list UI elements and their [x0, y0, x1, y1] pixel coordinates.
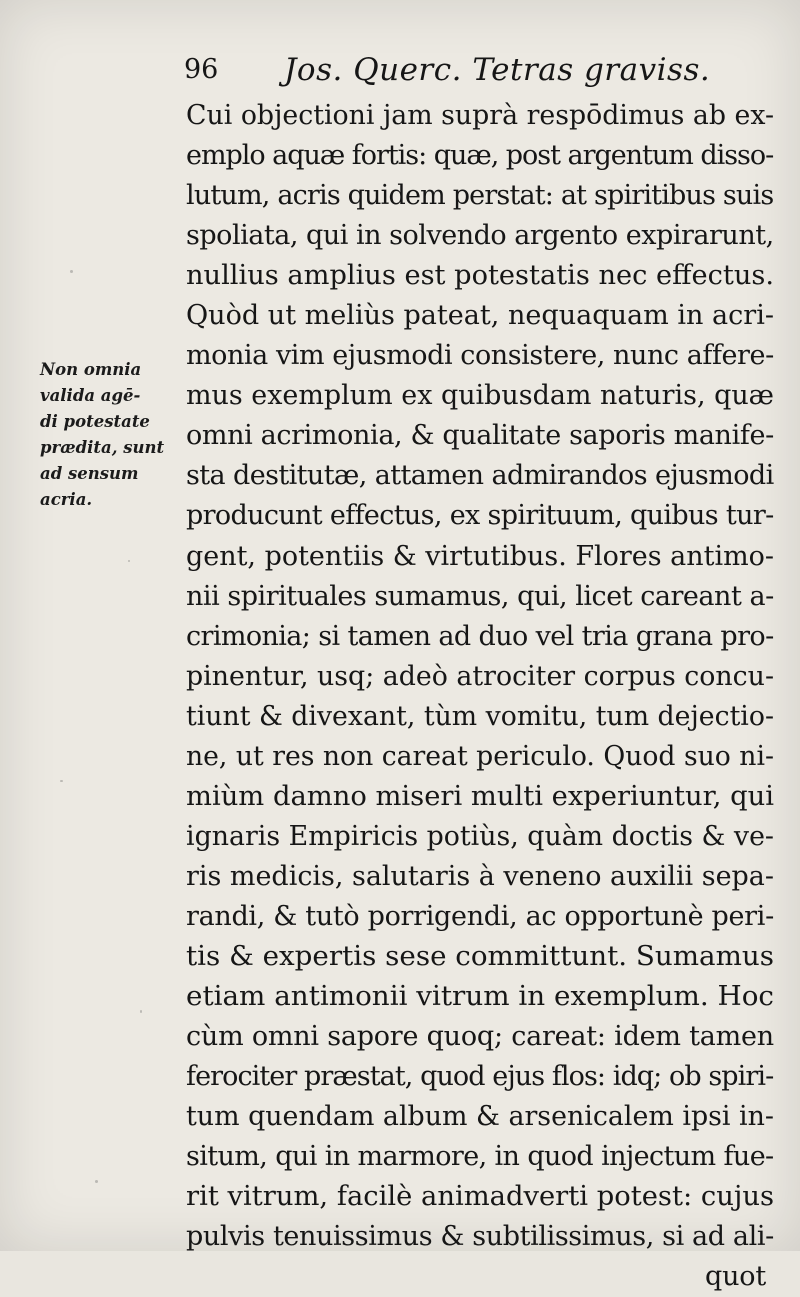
- text-line: mus exemplum ex quibusdam naturis, quæ: [186, 380, 774, 412]
- text-line: nullius amplius est potestatis nec effectus.: [186, 260, 774, 292]
- text-line: monia vim ejusmodi consistere, nunc affere-: [186, 340, 774, 372]
- text-line: tis & expertis sese committunt. Sumamus: [186, 940, 774, 972]
- text-line: miùm damno miseri multi experiuntur, qui: [186, 780, 774, 812]
- marginal-note-line: prædita, sunt: [40, 438, 165, 457]
- text-line: etiam antimonii vitrum in exemplum. Hoc: [186, 981, 774, 1013]
- text-line: pulvis tenuissimus & subtilissimus, si ad ali-: [186, 1221, 774, 1253]
- running-head: [184, 48, 711, 92]
- text-line: randi, & tutò porrigendi, ac opportunè peri-: [186, 900, 774, 932]
- paper-speck: [140, 1010, 142, 1013]
- text-line: lutum, acris quidem perstat: at spiritibus suis: [186, 180, 774, 212]
- text-line: Quòd ut meliùs pateat, nequaquam in acri-: [186, 300, 774, 332]
- paper-speck: [70, 270, 73, 273]
- text-line: ris medicis, salutaris à veneno auxilii sepa-: [186, 860, 774, 892]
- page-number: 96: [184, 54, 219, 85]
- text-line: spoliata, qui in solvendo argento expirarunt,: [186, 220, 774, 252]
- text-line: ignaris Empiricis potiùs, quàm doctis & ve-: [186, 820, 774, 852]
- text-line: nii spirituales sumamus, qui, licet careant a-: [186, 580, 774, 612]
- text-line: cùm omni sapore quoq; careat: idem tamen: [186, 1021, 774, 1053]
- paper-speck: [95, 1180, 98, 1183]
- text-line: ferociter præstat, quod ejus flos: idq; ob spiri-: [186, 1061, 774, 1093]
- paper-speck: [60, 780, 63, 782]
- text-line: crimonia; si tamen ad duo vel tria grana pro-: [186, 620, 774, 652]
- marginal-note-line: ad sensum: [40, 464, 139, 483]
- paper-speck: [128, 560, 130, 562]
- text-line: rit vitrum, facilè animadverti potest: cujus: [186, 1181, 774, 1213]
- text-line: producunt effectus, ex spirituum, quibus tur-: [186, 500, 774, 532]
- text-line: situm, qui in marmore, in quod injectum fue-: [186, 1141, 774, 1173]
- text-line: sta destitutæ, attamen admirandos ejusmodi: [186, 460, 774, 492]
- text-line: tiunt & divexant, tùm vomitu, tum dejectio-: [186, 700, 774, 732]
- text-line: omni acrimonia, & qualitate saporis manife-: [186, 420, 774, 452]
- text-line: tum quendam album & arsenicalem ipsi in-: [186, 1101, 774, 1133]
- marginal-note-line: di potestate: [40, 412, 150, 431]
- text-line: ne, ut res non careat periculo. Quod suo ni-: [186, 740, 774, 772]
- catchword: quot: [705, 1261, 766, 1293]
- text-line: emplo aquæ fortis: quæ, post argentum disso-: [186, 140, 774, 172]
- text-line: pinentur, usq; adeò atrociter corpus concu-: [186, 660, 774, 692]
- running-title: Jos. Querc. Tetras graviss.: [284, 52, 711, 88]
- text-line: gent, potentiis & virtutibus. Flores antimo-: [186, 540, 774, 572]
- text-line: Cui objectioni jam suprà respōdimus ab ex-: [186, 100, 774, 131]
- marginal-note-line: acria.: [40, 490, 93, 509]
- body-text: [186, 96, 774, 1297]
- marginal-note: [40, 357, 180, 513]
- marginal-note-line: Non omnia: [40, 360, 142, 379]
- marginal-note-line: valida agē-: [40, 386, 141, 405]
